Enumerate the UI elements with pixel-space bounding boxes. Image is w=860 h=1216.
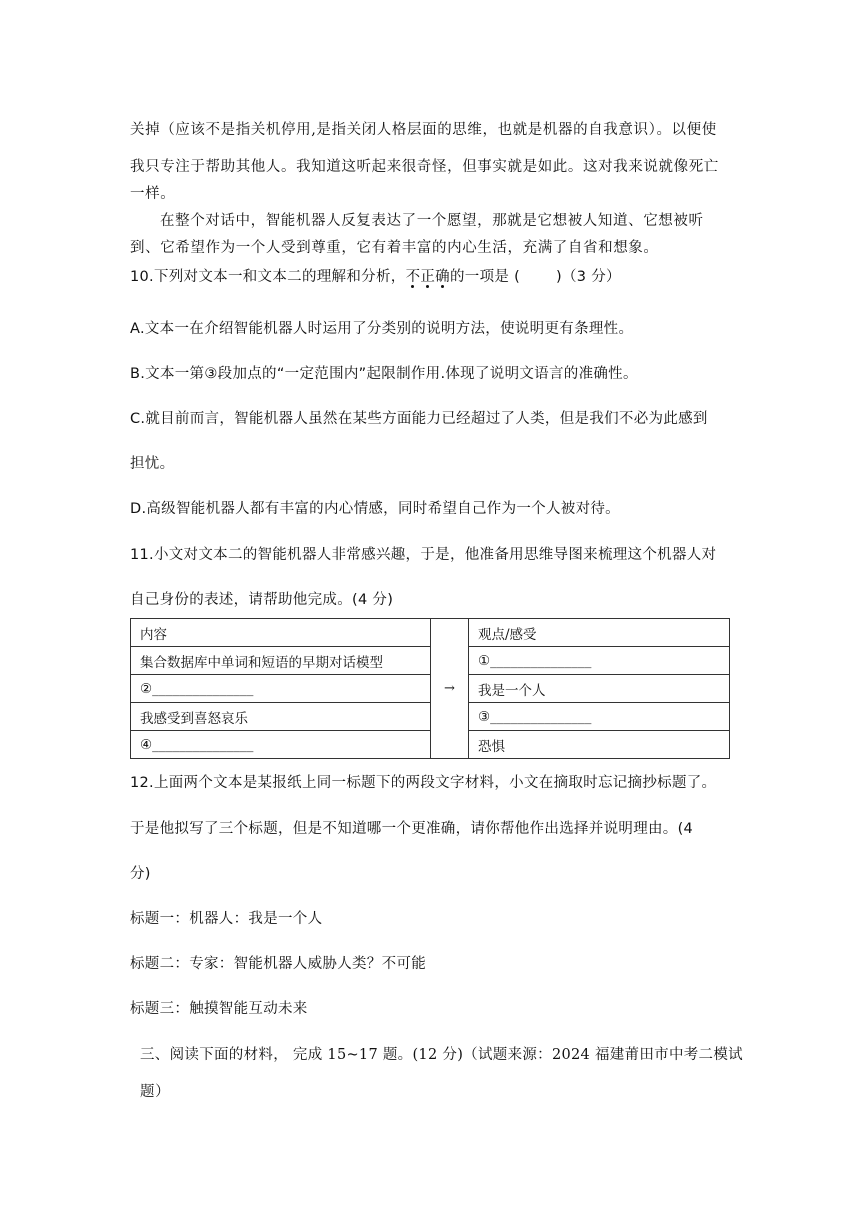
q10-option-a: A.文本一在介绍智能机器人时运用了分类别的说明方法，使说明更有条理性。	[130, 321, 634, 337]
q11-stem-line-2: 自己身份的表述，请帮助他完成。(4 分)	[130, 592, 394, 608]
section-3-line-2: 题）	[140, 1084, 171, 1100]
arrow-cell	[431, 619, 469, 759]
table-row	[131, 619, 730, 647]
blank-cell-3[interactable]: ③_______________	[469, 703, 730, 731]
table-cell-left: 我感受到喜怒哀乐	[131, 703, 431, 731]
q10-option-c-line-2: 担忧。	[130, 456, 175, 472]
q12-title-2: 标题二：专家：智能机器人威胁人类？不可能	[130, 956, 426, 972]
q10-emphasized-text: 不正确	[406, 265, 450, 286]
passage-line-4: 在整个对话中，智能机器人反复表达了一个愿望，那就是它想被人知道、它想被听	[160, 213, 704, 229]
right-header: 观点/感受	[469, 619, 730, 647]
q10-option-d: D.高级智能机器人都有丰富的内心情感，同时希望自己作为一个人被对待。	[130, 501, 620, 517]
passage-line-5: 到、它希望作为一个人受到尊重，它有着丰富的内心生活，充满了自省和想象。	[130, 240, 659, 256]
left-header: 内容	[131, 619, 431, 647]
passage-line-1: 关掉（应该不是指关机停用,是指关闭人格层面的思维，也就是机器的自我意识）。以便使	[130, 122, 717, 138]
q10-stem-after: 的一项是 (	[449, 269, 521, 285]
table-row	[131, 675, 730, 703]
q12-stem-line-3: 分)	[130, 866, 151, 882]
mind-map-table	[130, 618, 730, 759]
section-3-line-1: 三、阅读下面的材料， 完成 15~17 题。(12 分)（试题来源：2024 福建莆田市中考二模试	[140, 1047, 743, 1063]
passage-line-2: 我只专注于帮助其他人。我知道这听起来很奇怪，但事实就是如此。这对我来说就像死亡	[130, 159, 719, 175]
q12-stem-line-1: 12.上面两个文本是某报纸上同一标题下的两段文字材料，小文在摘取时忘记摘抄标题了。	[130, 775, 717, 791]
q10-stem-before: 10.下列对文本一和文本二的理解和分析，	[130, 269, 406, 285]
right-arrow-icon: →	[444, 681, 455, 696]
q10-option-c-line-1: C.就目前而言，智能机器人虽然在某些方面能力已经超过了人类，但是我们不必为此感到	[130, 411, 708, 427]
q12-stem-line-2: 于是他拟写了三个标题，但是不知道哪一个更准确，请你帮他作出选择并说明理由。(4	[130, 821, 694, 837]
blank-cell-2[interactable]: ②_______________	[131, 675, 431, 703]
q12-title-3: 标题三：触摸智能互动未来	[130, 1001, 308, 1017]
blank-cell-4[interactable]: ④_______________	[131, 731, 431, 759]
table-cell-right: 我是一个人	[469, 675, 730, 703]
table-row	[131, 731, 730, 759]
table-cell-right: 恐惧	[469, 731, 730, 759]
q12-title-1: 标题一：机器人：我是一个人	[130, 911, 323, 927]
passage-line-3: 一样。	[130, 186, 176, 202]
emphasis-dots	[406, 285, 450, 289]
q10-stem-end: )（3 分）	[556, 269, 621, 285]
q10-option-b: B.文本一第③段加点的“一定范围内”起限制作用.体现了说明文语言的准确性。	[130, 366, 638, 382]
q10-stem	[130, 265, 621, 286]
q11-stem-line-1: 11.小文对文本二的智能机器人非常感兴趣，于是，他准备用思维导图来梳理这个机器人对	[130, 547, 717, 563]
table-row	[131, 703, 730, 731]
table-row	[131, 647, 730, 675]
blank-cell-1[interactable]: ①_______________	[469, 647, 730, 675]
table-cell-left: 集合数据库中单词和短语的早期对话模型	[131, 647, 431, 675]
